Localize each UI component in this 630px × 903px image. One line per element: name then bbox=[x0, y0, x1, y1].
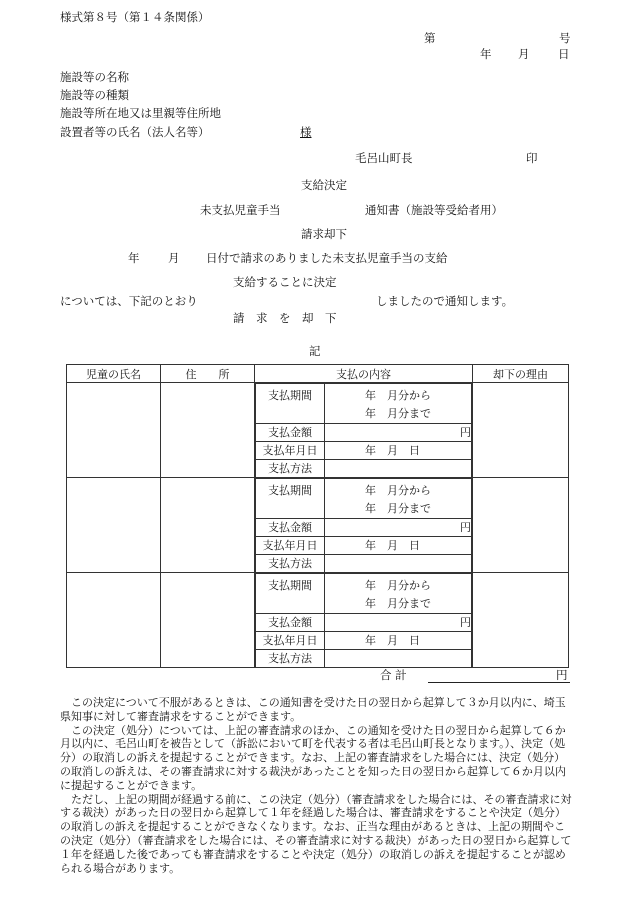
payment-content-cell bbox=[255, 573, 473, 668]
period-from: 年 月分から bbox=[365, 484, 431, 497]
rejection-reason-cell[interactable] bbox=[473, 383, 569, 478]
honorific: 様 bbox=[300, 125, 312, 139]
amount-value[interactable]: 円 bbox=[325, 424, 472, 442]
table-row bbox=[67, 383, 569, 478]
address-cell[interactable] bbox=[161, 573, 255, 668]
amount-value[interactable]: 円 bbox=[325, 614, 472, 632]
record-heading: 記 bbox=[309, 344, 321, 358]
total-unit: 円 bbox=[556, 668, 568, 682]
date-value[interactable]: 年 月 日 bbox=[325, 537, 472, 555]
facility-address-label: 施設等所在地又は里親等住所地 bbox=[60, 106, 221, 120]
facility-type-label: 施設等の種類 bbox=[60, 88, 129, 102]
column-header-address: 住 所 bbox=[161, 365, 255, 383]
period-to: 年 月分まで bbox=[365, 502, 431, 515]
date-value[interactable]: 年 月 日 bbox=[325, 442, 472, 460]
period-label: 支払期間 bbox=[256, 479, 325, 519]
amount-value[interactable]: 円 bbox=[325, 519, 472, 537]
address-cell[interactable] bbox=[161, 383, 255, 478]
body-sentence: 日付で請求のありました未支払児童手当の支給 bbox=[206, 251, 448, 265]
body-month: 月 bbox=[168, 251, 180, 265]
title-right: 通知書（施設等受給者用） bbox=[365, 203, 503, 217]
date-day: 日 bbox=[558, 47, 570, 61]
date-label: 支払年月日 bbox=[256, 442, 325, 460]
title-decision-upper: 支給決定 bbox=[301, 178, 347, 192]
payment-content-cell bbox=[255, 478, 473, 573]
founder-name-label: 設置者等の氏名（法人名等） bbox=[60, 125, 210, 139]
appeal-notes bbox=[60, 696, 574, 875]
rejection-reason-cell[interactable] bbox=[473, 478, 569, 573]
number-prefix: 第 bbox=[424, 31, 436, 45]
amount-label: 支払金額 bbox=[256, 424, 325, 442]
date-label: 支払年月日 bbox=[256, 537, 325, 555]
child-name-cell[interactable] bbox=[67, 573, 161, 668]
address-cell[interactable] bbox=[161, 478, 255, 573]
seal-mark: 印 bbox=[526, 151, 538, 165]
facility-name-label: 施設等の名称 bbox=[60, 70, 129, 84]
payment-table bbox=[66, 364, 569, 668]
method-label: 支払方法 bbox=[256, 555, 325, 573]
rejection-reason-cell[interactable] bbox=[473, 573, 569, 668]
payment-content-cell bbox=[255, 383, 473, 478]
title-left: 未支払児童手当 bbox=[200, 203, 281, 217]
period-label: 支払期間 bbox=[256, 574, 325, 614]
period-value[interactable] bbox=[325, 479, 472, 519]
note-paragraph: この決定について不服があるときは、この通知書を受けた日の翌日から起算して３か月以内に、埼玉県知事に対して審査請求をすることができます。 bbox=[60, 696, 566, 723]
body-choice-lower: 請 求 を 却 下 bbox=[233, 311, 337, 325]
child-name-cell[interactable] bbox=[67, 478, 161, 573]
title-decision-lower: 請求却下 bbox=[301, 227, 347, 241]
period-to: 年 月分まで bbox=[365, 407, 431, 420]
method-value[interactable] bbox=[325, 555, 472, 573]
amount-label: 支払金額 bbox=[256, 614, 325, 632]
date-month: 月 bbox=[518, 47, 530, 61]
child-name-cell[interactable] bbox=[67, 383, 161, 478]
amount-label: 支払金額 bbox=[256, 519, 325, 537]
period-value[interactable] bbox=[325, 574, 472, 614]
total-amount-field[interactable] bbox=[428, 682, 570, 683]
period-from: 年 月分から bbox=[365, 579, 431, 592]
total-label: 合 計 bbox=[380, 668, 407, 682]
date-value[interactable]: 年 月 日 bbox=[325, 632, 472, 650]
period-value[interactable] bbox=[325, 384, 472, 424]
column-header-child-name: 児童の氏名 bbox=[67, 365, 161, 383]
period-label: 支払期間 bbox=[256, 384, 325, 424]
column-header-payment-content: 支払の内容 bbox=[255, 365, 473, 383]
body-prefix: については、下記のとおり bbox=[60, 294, 198, 308]
note-paragraph: ただし、上記の期間が経過する前に、この決定（処分）（審査請求をした場合には、その審査請求に対する裁決）があった日の翌日から起算して１年を経過した場合は、審査請求をすることや決定（処分）の取消しの訴えを提起することができなくなります。なお、正当な理由があるときは、上記の期間やこの決定（処分）（審査請求をした場合には、その審査請求に対する裁決）があった日の翌日から起算して１年を経過した後であっても審査請求をすることや決定（処分）の取消しの訴えを提起することが認められる場合があります。 bbox=[60, 792, 572, 875]
method-label: 支払方法 bbox=[256, 650, 325, 668]
column-header-rejection-reason: 却下の理由 bbox=[473, 365, 569, 383]
body-suffix: しましたので通知します。 bbox=[376, 294, 514, 308]
table-header-row bbox=[67, 365, 569, 383]
table-row bbox=[67, 478, 569, 573]
mayor-title: 毛呂山町長 bbox=[355, 151, 413, 165]
method-value[interactable] bbox=[325, 460, 472, 478]
body-year: 年 bbox=[128, 251, 140, 265]
note-paragraph: この決定（処分）については、上記の審査請求のほか、この通知を受けた日の翌日から起算して６か月以内に、毛呂山町を被告として（訴訟において町を代表する者は毛呂山町長となります。）、決定（処分）の取消しの訴えを提起することができます。なお、上記の審査請求をした場合には、決定（処分）の取消しの訴えは、その審査請求に対する裁決があったことを知った日の翌日から起算して６か月以内に提起することができます。 bbox=[60, 723, 566, 792]
number-suffix: 号 bbox=[559, 31, 571, 45]
form-number: 様式第８号（第１４条関係） bbox=[60, 10, 210, 24]
period-to: 年 月分まで bbox=[365, 597, 431, 610]
method-value[interactable] bbox=[325, 650, 472, 668]
date-label: 支払年月日 bbox=[256, 632, 325, 650]
period-from: 年 月分から bbox=[365, 389, 431, 402]
table-row bbox=[67, 573, 569, 668]
body-choice-upper: 支給することに決定 bbox=[233, 275, 337, 289]
method-label: 支払方法 bbox=[256, 460, 325, 478]
date-year: 年 bbox=[480, 47, 492, 61]
